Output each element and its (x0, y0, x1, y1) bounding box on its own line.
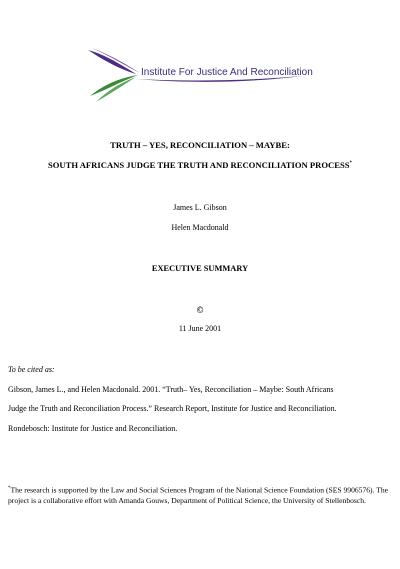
title-footnote-mark: * (349, 161, 353, 167)
footnote (8, 484, 392, 506)
stylized-bird-swoosh-icon (86, 46, 306, 110)
publication-date: 11 June 2001 (178, 324, 222, 333)
institute-logo (86, 46, 313, 110)
logo-text: Institute For Justice And Reconciliation (141, 67, 313, 78)
citation-line-2: Judge the Truth and Reconciliation Process.” Research Report, Institute for Justice and Reconciliation. (8, 404, 337, 413)
title-line-2-text: SOUTH AFRICANS JUDGE THE TRUTH AND RECONCILIATION PROCESS (47, 160, 350, 170)
author-1: James L. Gibson (173, 203, 227, 212)
citation-line-1: Gibson, James L., and Helen Macdonald. 2001. “Truth– Yes, Reconciliation – Maybe: South Africans (8, 385, 334, 394)
copyright-symbol: © (196, 305, 204, 315)
footnote-mark: * (8, 486, 11, 491)
citation-line-3: Rondebosch: Institute for Justice and Reconciliation. (8, 424, 178, 433)
footnote-text: The research is supported by the Law and Social Sciences Program of the National Science Foundation (SES 9906576). The project is a collaborative effort with Amanda Gouws, Department of Political Science, the University of Stellenbosch. (8, 485, 389, 505)
author-2: Helen Macdonald (171, 223, 229, 232)
title-line-2 (0, 160, 400, 170)
section-title: EXECUTIVE SUMMARY (151, 264, 249, 273)
title-line-1: TRUTH – YES, RECONCILIATION – MAYBE: (110, 140, 290, 150)
citation-heading: To be cited as: (8, 365, 55, 374)
